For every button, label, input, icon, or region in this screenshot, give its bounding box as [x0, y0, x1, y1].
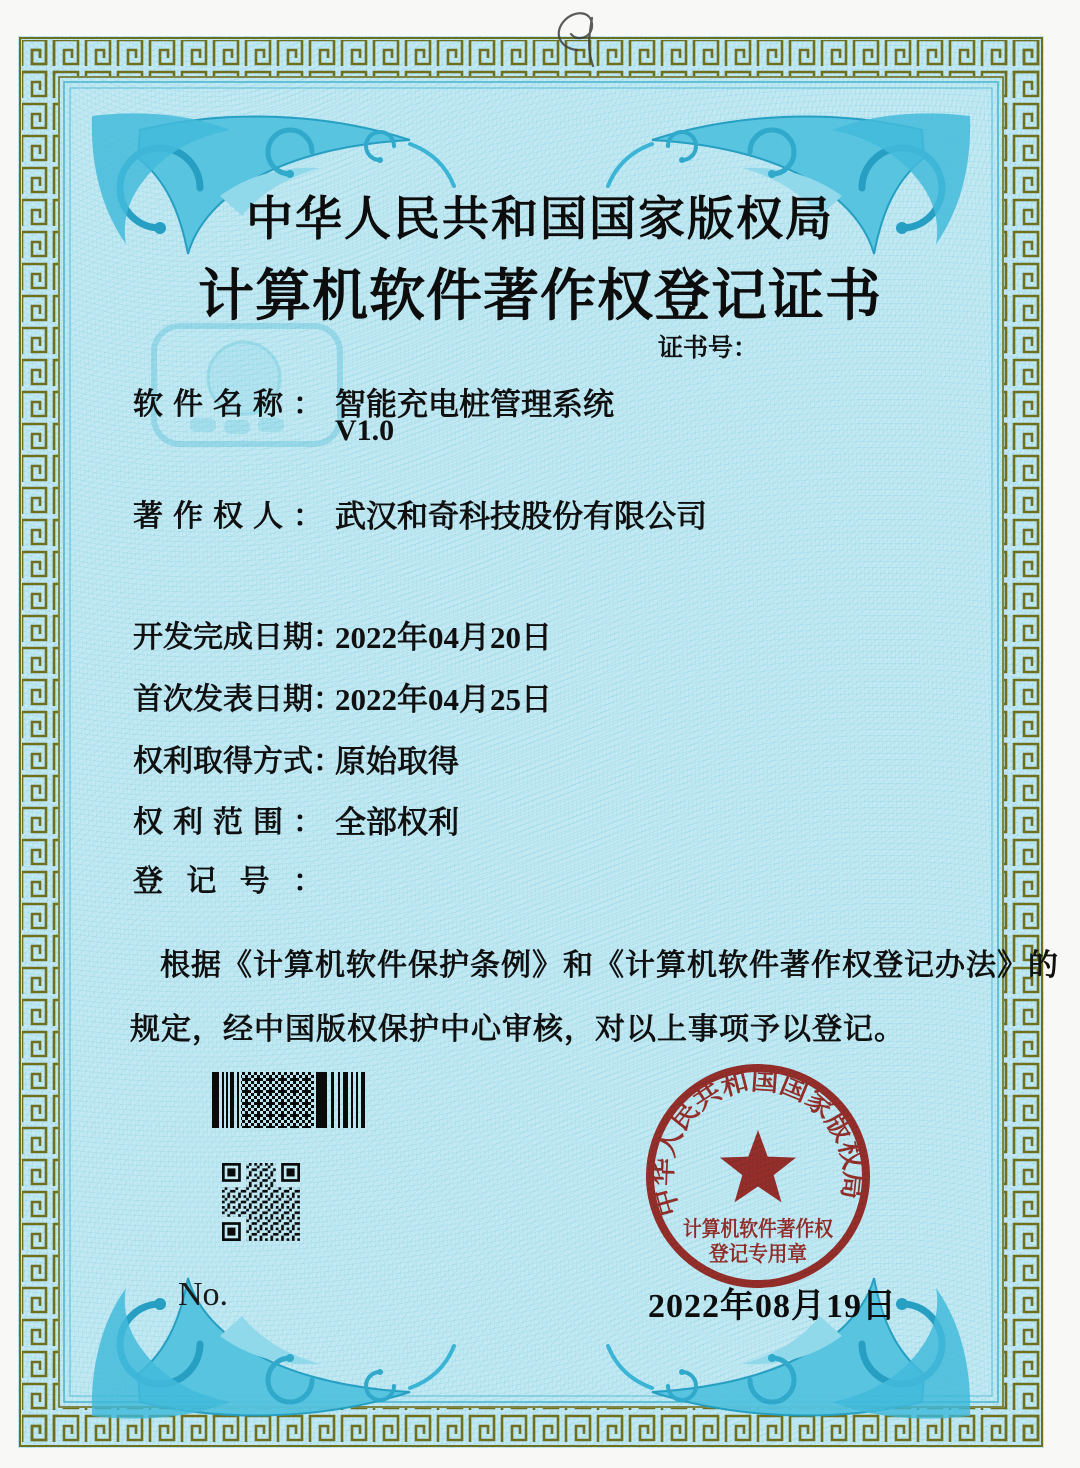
field-row-acquisition-method [133, 736, 459, 781]
field-label: 著作权人： [133, 500, 323, 533]
field-value: 原始取得 [335, 744, 459, 779]
field-label: 登记号： [133, 865, 323, 898]
field-row-rights-scope [133, 797, 459, 842]
seal-star-icon [720, 1130, 796, 1202]
field-label: 权利范围： [133, 806, 323, 839]
field-value: 2022年04月25日 [335, 682, 552, 717]
field-value: 武汉和奇科技股份有限公司 [335, 499, 707, 534]
field-label: 软件名称： [133, 388, 323, 421]
field-label: 开发完成日期： [133, 621, 343, 654]
seal-line2: 登记专用章 [708, 1242, 807, 1266]
field-label: 首次发表日期： [133, 683, 343, 716]
corner-flourish-bottom-left [80, 1268, 460, 1428]
field-row-dev-complete-date [133, 612, 552, 657]
field-value: 2022年04月20日 [335, 620, 552, 655]
serial-no-label: No. [178, 1276, 229, 1313]
statement-line-2: 规定，经中国版权保护中心审核，对以上事项予以登记。 [130, 1013, 905, 1046]
qr-code [222, 1162, 300, 1242]
field-label: 权利取得方式： [133, 745, 343, 778]
certificate-title: 计算机软件著作权登记证书 [198, 266, 882, 328]
field-row-copyright-owner [133, 491, 707, 536]
seal-ring-text: 中华人民共和国国家版权局 [647, 1065, 869, 1220]
field-value: 智能充电桩管理系统 [335, 387, 614, 422]
official-seal [640, 1058, 876, 1294]
statement-line-1: 根据《计算机软件保护条例》和《计算机软件著作权登记办法》的 [160, 949, 1059, 982]
handwritten-mark [515, 0, 645, 72]
field-row-registration-no [133, 856, 335, 900]
field-row-first-publish-date [133, 674, 552, 719]
cert-no-label: 证书号： [658, 335, 759, 362]
authority-title: 中华人民共和国国家版权局 [246, 194, 834, 246]
seal-line1: 计算机软件著作权 [683, 1217, 834, 1241]
field-value-version: V1.0 [335, 414, 395, 447]
barcode [212, 1072, 368, 1128]
issue-date: 2022年08月19日 [648, 1288, 897, 1325]
field-value: 全部权利 [335, 805, 459, 840]
